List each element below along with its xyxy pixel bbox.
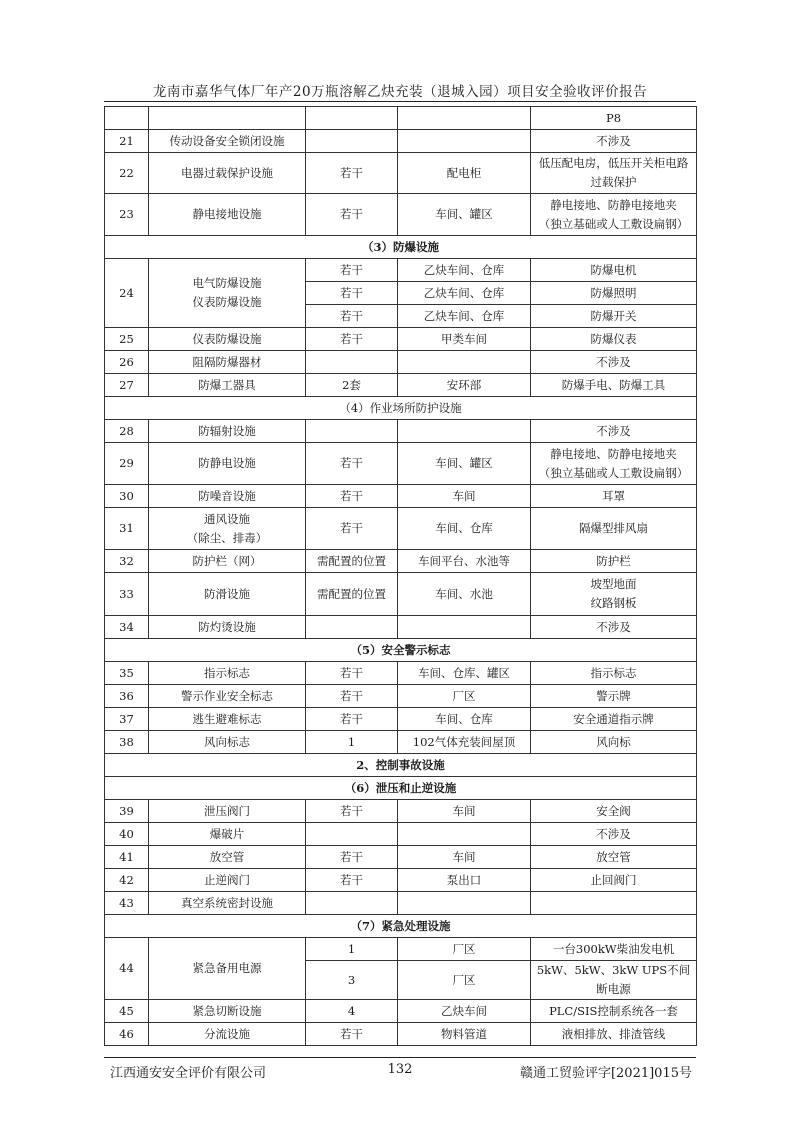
cell-name: 防灼烫设施 (149, 616, 306, 639)
table-row (105, 846, 697, 869)
cell-note: 防爆电机 (531, 259, 697, 282)
cell-location: 车间 (398, 800, 531, 823)
table-row (105, 508, 697, 550)
cell-location: 安环部 (398, 374, 531, 397)
name-line: 通风设施 (204, 511, 250, 526)
table-row (105, 374, 697, 397)
cell-name: 仪表防爆设施 (149, 328, 306, 351)
cell-name: 逃生避难标志 (149, 708, 306, 731)
cell-note: 不涉及 (531, 420, 697, 443)
cell-name: 防噪音设施 (149, 485, 306, 508)
table-row (105, 892, 697, 915)
section-row-explosion-proof (105, 236, 697, 259)
cell-no: 21 (105, 130, 149, 153)
section-row-safety-signs (105, 639, 697, 662)
section-title: （7）紧急处理设施 (105, 915, 697, 938)
cell-no: 25 (105, 328, 149, 351)
table-row (105, 708, 697, 731)
cell-note: PLC/SIS控制系统各一套 (531, 1000, 697, 1023)
table-row-continuation (105, 107, 697, 130)
cell-qty: 若干 (306, 328, 398, 351)
cell-note: 低压配电房，低压开关柜电路过载保护 (531, 153, 697, 194)
cell-qty: 若干 (306, 259, 398, 282)
cell-qty: 若干 (306, 282, 398, 305)
cell-location: 厂区 (398, 685, 531, 708)
cell-location: 甲类车间 (398, 328, 531, 351)
cell-location: 乙炔车间、仓库 (398, 282, 531, 305)
cell-no: 38 (105, 731, 149, 754)
cell-no: 29 (105, 443, 149, 485)
cell-no: 27 (105, 374, 149, 397)
footer-page-number: 132 (387, 1062, 413, 1077)
cell-qty: 若干 (306, 1023, 398, 1046)
table-row (105, 823, 697, 846)
cell-name: 防爆工器具 (149, 374, 306, 397)
cell-note: 防爆照明 (531, 282, 697, 305)
cell-name (149, 259, 306, 328)
cell-note (531, 573, 697, 616)
table-row (105, 351, 697, 374)
note-line: （独立基础或人工敷设扁钢） (538, 216, 689, 231)
cell-location: 泵出口 (398, 869, 531, 892)
table-row (105, 420, 697, 443)
cell-note: 指示标志 (531, 662, 697, 685)
cell-name: 真空系统密封设施 (149, 892, 306, 915)
cell-note: 风向标 (531, 731, 697, 754)
section-row-accident-control (105, 754, 697, 777)
section-row-pressure-relief (105, 777, 697, 800)
cell-name: 分流设施 (149, 1023, 306, 1046)
cell-location: 车间 (398, 485, 531, 508)
footer-document-number: 赣通工贸验评字[2021]015号 (519, 1066, 692, 1081)
cell-no: 42 (105, 869, 149, 892)
table-row (105, 443, 697, 485)
note-line: 纹路钢板 (590, 596, 637, 610)
cell-qty: 若干 (306, 800, 398, 823)
cell-location: 乙炔车间、仓库 (398, 259, 531, 282)
cell-note: 不涉及 (531, 351, 697, 374)
table-row (105, 130, 697, 153)
table-row (105, 194, 697, 236)
cell-location: 车间 (398, 846, 531, 869)
cell-note (531, 194, 697, 236)
cell-qty: 4 (306, 1000, 398, 1023)
cell-note: 警示牌 (531, 685, 697, 708)
cell-location: 车间平台、水池等 (398, 550, 531, 573)
cell-note: 防护栏 (531, 550, 697, 573)
cell-no: 43 (105, 892, 149, 915)
cell-qty: 若干 (306, 485, 398, 508)
cell-no: 46 (105, 1023, 149, 1046)
section-title: 2、控制事故设施 (105, 754, 697, 777)
cell-qty: 若干 (306, 508, 398, 550)
cell-no: 45 (105, 1000, 149, 1023)
cell-note: 隔爆型排风扇 (531, 508, 697, 550)
table-row (105, 1000, 697, 1023)
section-row-workplace-protection (105, 397, 697, 420)
cell-qty: 若干 (306, 443, 398, 485)
cell-name: 爆破片 (149, 823, 306, 846)
note-line: 静电接地、防静电接地夹 (550, 197, 677, 212)
footer-rule (104, 1057, 696, 1058)
table-row (105, 259, 697, 282)
cell-qty: 若干 (306, 708, 398, 731)
name-line: 电气防爆设施 (192, 276, 262, 290)
cell-no: 34 (105, 616, 149, 639)
cell-location: 乙炔车间、仓库 (398, 305, 531, 328)
cell-no: 24 (105, 259, 149, 328)
section-title: （3）防爆设施 (105, 236, 697, 259)
cell-qty: 若干 (306, 153, 398, 194)
section-title: （4）作业场所防护设施 (105, 397, 697, 420)
cell-name: 警示作业安全标志 (149, 685, 306, 708)
footer-company: 江西通安安全评价有限公司 (110, 1066, 267, 1081)
table-row (105, 800, 697, 823)
cell-name: 阻隔防爆器材 (149, 351, 306, 374)
name-line: （除尘、排毒） (186, 530, 268, 545)
cell-name: 指示标志 (149, 662, 306, 685)
cell-name (149, 508, 306, 550)
cell-qty: 若干 (306, 685, 398, 708)
cell-note: 耳罩 (531, 485, 697, 508)
table-row (105, 1023, 697, 1046)
cell-location: 车间、罐区 (398, 194, 531, 236)
note-line: 坡型地面 (590, 577, 637, 591)
cell-name: 风向标志 (149, 731, 306, 754)
table-row (105, 731, 697, 754)
cell-location: 车间、仓库 (398, 708, 531, 731)
cell-no: 23 (105, 194, 149, 236)
cell-note (531, 443, 697, 485)
note-line: 静电接地、防静电接地夹 (550, 446, 677, 461)
header-rule (104, 101, 696, 102)
cell-note: 不涉及 (531, 823, 697, 846)
cell-qty: 若干 (306, 846, 398, 869)
cell-name: 放空管 (149, 846, 306, 869)
cell-no: 39 (105, 800, 149, 823)
cell-location: 车间、罐区 (398, 443, 531, 485)
cell-location: 102气体充装间屋顶 (398, 731, 531, 754)
cell-location: 配电柜 (398, 153, 531, 194)
table-row (105, 153, 697, 194)
table-row (105, 869, 697, 892)
table-row (105, 662, 697, 685)
cell-no: 28 (105, 420, 149, 443)
cell-name: 止逆阀门 (149, 869, 306, 892)
page-header-title: 龙南市嘉华气体厂年产20万瓶溶解乙炔充装（退城入园）项目安全验收评价报告 (152, 84, 648, 100)
cell-qty: 需配置的位置 (306, 550, 398, 573)
cell-name: 静电接地设施 (149, 194, 306, 236)
cell-location: 乙炔车间 (398, 1000, 531, 1023)
section-title: （5）安全警示标志 (105, 639, 697, 662)
cell-name: 传动设备安全锁闭设施 (149, 130, 306, 153)
table-row (105, 685, 697, 708)
cell-no: 26 (105, 351, 149, 374)
cell-note: 不涉及 (531, 130, 697, 153)
cell-no: 35 (105, 662, 149, 685)
cell-no: 41 (105, 846, 149, 869)
cell-location: 车间、仓库、罐区 (398, 662, 531, 685)
cell-qty: 若干 (306, 662, 398, 685)
cell-no: 32 (105, 550, 149, 573)
table-row (105, 938, 697, 961)
cell-no: 33 (105, 573, 149, 616)
cell-no: 44 (105, 938, 149, 1000)
cell-note: P8 (531, 107, 697, 130)
cell-note: 不涉及 (531, 616, 697, 639)
cell-location: 厂区 (398, 961, 531, 1000)
cell-name: 紧急备用电源 (149, 938, 306, 1000)
note-line: （独立基础或人工敷设扁钢） (538, 465, 689, 480)
cell-note: 安全阀 (531, 800, 697, 823)
table-row (105, 328, 697, 351)
safety-facilities-table (104, 106, 697, 1046)
cell-note: 止回阀门 (531, 869, 697, 892)
cell-no: 31 (105, 508, 149, 550)
cell-qty: 1 (306, 731, 398, 754)
cell-no: 37 (105, 708, 149, 731)
cell-location: 车间、仓库 (398, 508, 531, 550)
cell-note: 安全通道指示牌 (531, 708, 697, 731)
cell-note: 一台300kW柴油发电机 (531, 938, 697, 961)
table-row (105, 616, 697, 639)
cell-name: 泄压阀门 (149, 800, 306, 823)
cell-qty: 1 (306, 938, 398, 961)
cell-no: 22 (105, 153, 149, 194)
cell-note: 5kW、5kW、3kW UPS不间断电源 (531, 961, 697, 1000)
table-row (105, 573, 697, 616)
cell-name: 防辐射设施 (149, 420, 306, 443)
cell-note: 防爆手电、防爆工具 (531, 374, 697, 397)
cell-qty: 若干 (306, 305, 398, 328)
table-row (105, 550, 697, 573)
cell-qty: 3 (306, 961, 398, 1000)
cell-no: 30 (105, 485, 149, 508)
section-row-emergency (105, 915, 697, 938)
cell-no: 40 (105, 823, 149, 846)
cell-location: 物料管道 (398, 1023, 531, 1046)
cell-location: 车间、水池 (398, 573, 531, 616)
cell-note: 防爆开关 (531, 305, 697, 328)
cell-location: 厂区 (398, 938, 531, 961)
cell-qty: 2套 (306, 374, 398, 397)
name-line: 仪表防爆设施 (192, 295, 262, 309)
cell-qty: 若干 (306, 869, 398, 892)
cell-no: 36 (105, 685, 149, 708)
cell-note: 放空管 (531, 846, 697, 869)
cell-note: 防爆仪表 (531, 328, 697, 351)
cell-qty: 若干 (306, 194, 398, 236)
cell-name: 紧急切断设施 (149, 1000, 306, 1023)
cell-name: 防静电设施 (149, 443, 306, 485)
cell-qty: 需配置的位置 (306, 573, 398, 616)
cell-note: 液相排放、排渣管线 (531, 1023, 697, 1046)
cell-name: 防滑设施 (149, 573, 306, 616)
cell-name: 电器过载保护设施 (149, 153, 306, 194)
table-row (105, 485, 697, 508)
cell-name: 防护栏（网） (149, 550, 306, 573)
section-title: （6）泄压和止逆设施 (105, 777, 697, 800)
